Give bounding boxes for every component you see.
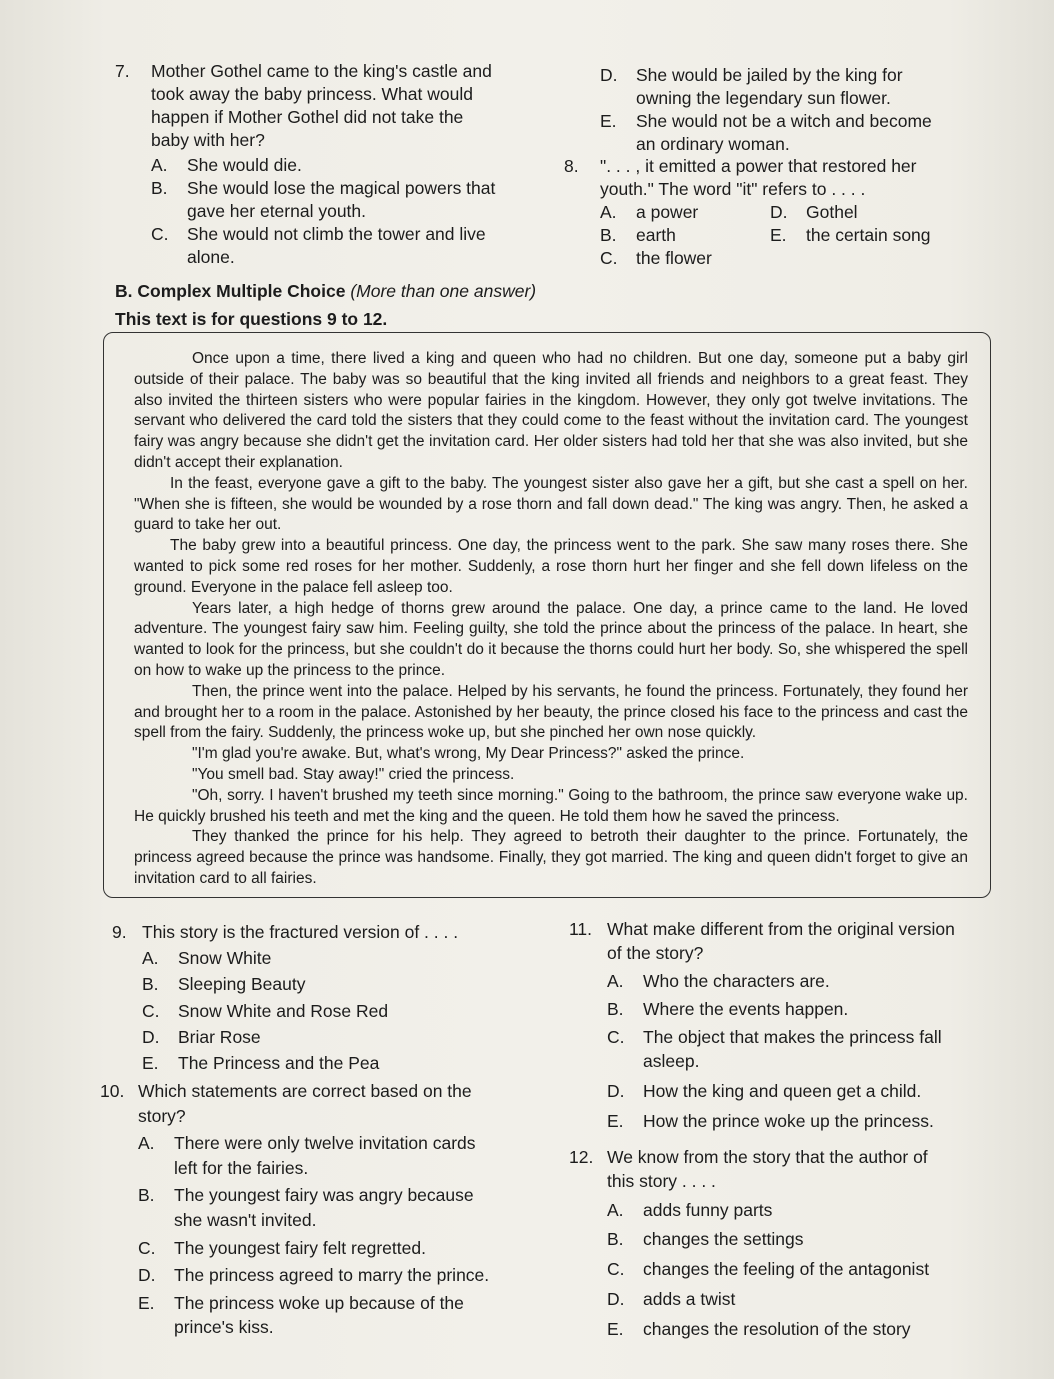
- question-12: [569, 1145, 1009, 1341]
- question-stem: This story is the fractured version of . . . .: [142, 922, 459, 942]
- option-c[interactable]: C. Snow White and Rose Red: [142, 1000, 389, 1021]
- question-number: 10.: [100, 1081, 125, 1101]
- question-11: [569, 917, 1009, 1133]
- option-d[interactable]: D. The princess agreed to marry the prince.: [138, 1265, 490, 1286]
- story-passage: [103, 332, 991, 898]
- option-b[interactable]: B. The youngest fairy was angry because she wasn't invited.: [138, 1185, 474, 1230]
- question-number: 8.: [564, 156, 579, 176]
- option-e[interactable]: E. She would not be a witch and become an ordinary woman.: [600, 111, 932, 154]
- option-d[interactable]: D. adds a twist: [607, 1289, 736, 1309]
- question-number: 12.: [569, 1147, 594, 1167]
- question-9: [112, 919, 542, 1076]
- question-number: 11.: [569, 919, 593, 939]
- section-b-heading: B. Complex Multiple Choice (More than one answer): [115, 281, 537, 301]
- section-b-note: (More than one answer): [350, 281, 537, 301]
- option-d[interactable]: D. She would be jailed by the king for owning the legendary sun flower.: [600, 65, 903, 108]
- question-7: [115, 60, 535, 269]
- option-b[interactable]: B. Where the events happen.: [607, 999, 849, 1019]
- option-a[interactable]: A. Snow White: [142, 948, 272, 969]
- story-paragraph: They thanked the prince for his help. They agreed to betroth their daughter to the prince. Fortunately, the princess agreed because the prince was handsome. Finally, they got married. The king and queen didn't forget to give an invitation card to all fairies.: [134, 828, 968, 887]
- story-paragraph: Years later, a high hedge of thorns grew around the palace. One day, a prince came to the land. He loved adventure. The youngest fairy saw him. Feeling guilty, she told the prince about the princess of the palace. In heart, she wanted to look for the princess, but she couldn't do it because the thorns could hurt her body. So, she whispered the spell on how to wake up the princess to the prince.: [134, 599, 968, 679]
- question-10: [100, 1079, 540, 1340]
- question-number: 7.: [115, 61, 130, 81]
- story-paragraph: Then, the prince went into the palace. Helped by his servants, he found the princess. Fortunately, they found her and brought her to a room in the palace. Astonished by her beauty, the prince closed his face to the princess and cast the spell from the fairy. Suddenly, the princess woke up, but she pinched her own nose quickly.: [134, 682, 968, 742]
- option-e[interactable]: E. How the prince woke up the princess.: [607, 1111, 934, 1131]
- option-c[interactable]: C. The youngest fairy felt regretted.: [138, 1237, 426, 1258]
- option-b[interactable]: B. Sleeping Beauty: [142, 974, 306, 995]
- option-a[interactable]: A. a power: [600, 202, 699, 222]
- question-stem: Mother Gothel came to the king's castle and took away the baby princess. What would happen if Mother Gothel did not take the baby with her?: [151, 61, 492, 150]
- option-d[interactable]: D. Briar Rose: [142, 1026, 261, 1047]
- option-b[interactable]: B. changes the settings: [607, 1229, 804, 1249]
- option-d[interactable]: D. How the king and queen get a child.: [607, 1081, 922, 1101]
- question-8: [564, 155, 984, 270]
- option-e[interactable]: E. The princess woke up because of the prince's kiss.: [138, 1292, 464, 1338]
- option-e[interactable]: E. changes the resolution of the story: [607, 1319, 911, 1339]
- option-c[interactable]: C. The object that makes the princess fall asleep.: [607, 1027, 942, 1071]
- option-d[interactable]: D. Gothel: [770, 202, 858, 222]
- option-a[interactable]: A. adds funny parts: [607, 1200, 773, 1220]
- passage-intro: This text is for questions 9 to 12.: [115, 309, 388, 329]
- option-b[interactable]: B. earth: [600, 225, 676, 245]
- story-paragraph: In the feast, everyone gave a gift to the baby. The youngest sister also gave her a gift, but she cast a spell on her. "When she is fifteen, she would be wounded by a rose thorn and fall down dead." The king was angry. Then, he asked a guard to take her out.: [134, 474, 968, 534]
- story-paragraph: "You smell bad. Stay away!" cried the princess.: [192, 765, 515, 783]
- question-stem: What make different from the original version of the story?: [607, 919, 955, 963]
- story-paragraph: Once upon a time, there lived a king and queen who had no children. But one day, someone put a baby girl outside of their palace. The baby was so beautiful that the king invited all friends and neighbors to a great feast. They also invited the thirteen sisters who were popular fairies in the kingdom. However, they only got twelve invitations. The servant who delivered the card told the sisters that they could come to the feast without the invitation card. The youngest fairy was angry because she didn't get the invitation card. Her older sisters had told her that she was also invited, but she didn't accept their explanation.: [134, 350, 968, 471]
- option-a[interactable]: A. Who the characters are.: [607, 971, 830, 991]
- question-number: 9.: [112, 922, 127, 942]
- option-e[interactable]: E. the certain song: [770, 225, 931, 245]
- option-c[interactable]: C. the flower: [600, 248, 712, 268]
- story-paragraph: The baby grew into a beautiful princess. One day, the princess went to the park. She saw many roses there. She wanted to pick some red roses for her mother. Suddenly, a rose thorn hurt her finger and she fell down lifeless on the ground. Everyone in the palace fell asleep too.: [134, 537, 968, 596]
- option-e[interactable]: E. The Princess and the Pea: [142, 1053, 380, 1074]
- question-stem: Which statements are correct based on the story?: [138, 1081, 472, 1126]
- story-paragraph: "I'm glad you're awake. But, what's wrong, My Dear Princess?" asked the prince.: [192, 745, 745, 763]
- option-b[interactable]: B. She would lose the magical powers that gave her eternal youth.: [151, 178, 496, 221]
- option-a[interactable]: A. There were only twelve invitation cards left for the fairies.: [138, 1133, 476, 1178]
- question-7-options-continued: [600, 64, 980, 156]
- question-stem: ". . . , it emitted a power that restored her youth." The word "it" refers to . . . .: [600, 156, 917, 199]
- option-c[interactable]: C. changes the feeling of the antagonist: [607, 1259, 930, 1279]
- option-c[interactable]: C. She would not climb the tower and live alone.: [151, 224, 486, 267]
- question-stem: We know from the story that the author of this story . . . .: [607, 1147, 928, 1191]
- option-a[interactable]: A. She would die.: [151, 155, 302, 175]
- story-paragraph: "Oh, sorry. I haven't brushed my teeth since morning." Going to the bathroom, the prince saw everyone wake up. He quickly brushed his teeth and met the king and the queen. He told them how he saved the princess.: [134, 786, 968, 825]
